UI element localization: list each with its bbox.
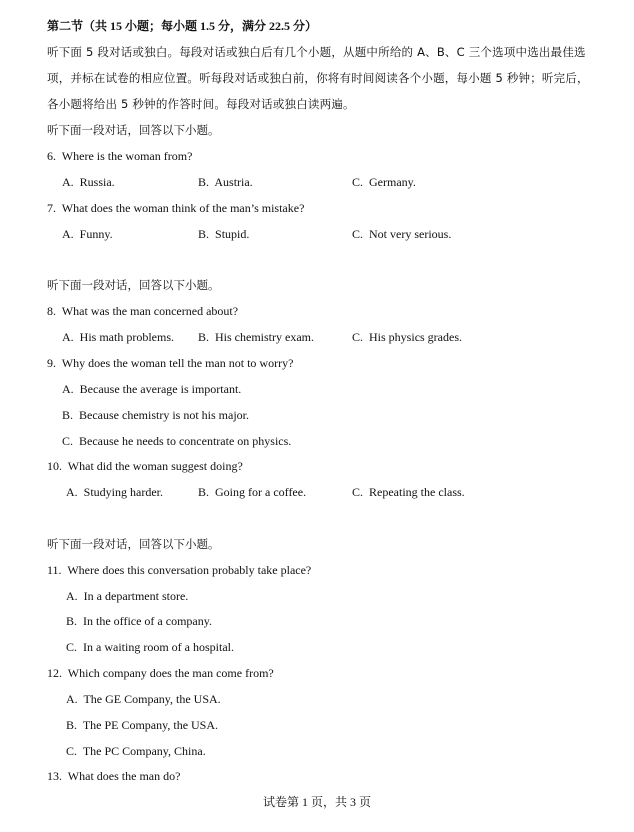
page-footer: 试卷第 1 页，共 3 页 bbox=[262, 795, 371, 809]
option-text: The PE Company, the USA. bbox=[82, 718, 219, 732]
option-7c bbox=[352, 227, 451, 241]
option-text: Because chemistry is not his major. bbox=[79, 408, 249, 422]
option-text: Because he needs to concentrate on physics. bbox=[79, 434, 292, 448]
option-10a bbox=[66, 485, 163, 499]
question-13 bbox=[47, 769, 180, 783]
option-text: Going for a coffee. bbox=[215, 485, 307, 499]
group-intro: 听下面一段对话，回答以下小题。 bbox=[47, 123, 220, 137]
question-number: 7. bbox=[47, 201, 56, 215]
option-9b bbox=[62, 408, 249, 422]
option-label: B. bbox=[66, 614, 78, 628]
question-number: 12. bbox=[47, 666, 62, 680]
option-label: C. bbox=[62, 434, 74, 448]
option-text: Stupid. bbox=[215, 227, 250, 241]
option-text: In a department store. bbox=[83, 589, 189, 603]
instructions-line-2: 项，并标在试卷的相应位置。听每段对话或独白前，你将有时间阅读各个小题，每小题 5 秒钟；听完后， bbox=[47, 71, 589, 85]
option-label: C. bbox=[352, 175, 364, 189]
option-text: Repeating the class. bbox=[369, 485, 465, 499]
question-8 bbox=[47, 304, 238, 318]
option-7b bbox=[198, 227, 249, 241]
option-label: A. bbox=[66, 589, 78, 603]
option-label: A. bbox=[62, 382, 74, 396]
option-text: Because the average is important. bbox=[79, 382, 242, 396]
question-number: 11. bbox=[47, 563, 62, 577]
question-6 bbox=[47, 149, 192, 163]
option-text: His physics grades. bbox=[369, 330, 463, 344]
option-label: B. bbox=[198, 227, 210, 241]
option-text: The PC Company, China. bbox=[82, 744, 206, 758]
group-intro: 听下面一段对话，回答以下小题。 bbox=[47, 537, 220, 551]
option-label: C. bbox=[66, 744, 78, 758]
option-11b bbox=[66, 614, 212, 628]
option-10c bbox=[352, 485, 465, 499]
question-number: 10. bbox=[47, 459, 62, 473]
question-text: Which company does the man come from? bbox=[67, 666, 274, 680]
option-text: Studying harder. bbox=[83, 485, 163, 499]
question-text: What does the man do? bbox=[67, 769, 181, 783]
question-text: What was the man concerned about? bbox=[61, 304, 239, 318]
option-6a bbox=[62, 175, 115, 189]
question-7 bbox=[47, 201, 304, 215]
option-label: A. bbox=[66, 485, 78, 499]
option-label: B. bbox=[66, 718, 78, 732]
option-text: His chemistry exam. bbox=[215, 330, 314, 344]
question-number: 8. bbox=[47, 304, 56, 318]
question-text: What does the woman think of the man’s mistake? bbox=[61, 201, 305, 215]
instructions-line-3: 各小题将给出 5 秒钟的作答时间。每段对话或独白读两遍。 bbox=[47, 97, 355, 111]
option-11c bbox=[66, 640, 234, 654]
option-text: The GE Company, the USA. bbox=[83, 692, 221, 706]
question-9 bbox=[47, 356, 293, 370]
option-7a bbox=[62, 227, 113, 241]
question-11 bbox=[47, 563, 311, 577]
question-number: 13. bbox=[47, 769, 62, 783]
option-text: In a waiting room of a hospital. bbox=[83, 640, 234, 654]
option-text: Germany. bbox=[369, 175, 416, 189]
question-text: Where does this conversation probably take place? bbox=[67, 563, 312, 577]
option-6b bbox=[198, 175, 253, 189]
instructions-line-1: 听下面 5 段对话或独白。每段对话或独白后有几个小题，从题中所给的 A、B、C 三个选项中选出最佳选 bbox=[47, 45, 586, 59]
group-intro: 听下面一段对话，回答以下小题。 bbox=[47, 278, 220, 292]
question-text: What did the woman suggest doing? bbox=[67, 459, 243, 473]
option-6c bbox=[352, 175, 416, 189]
question-12 bbox=[47, 666, 274, 680]
option-label: B. bbox=[198, 330, 210, 344]
option-text: Austria. bbox=[214, 175, 253, 189]
option-label: C. bbox=[66, 640, 78, 654]
option-10b bbox=[198, 485, 306, 499]
question-text: Why does the woman tell the man not to worry? bbox=[61, 356, 294, 370]
question-number: 9. bbox=[47, 356, 56, 370]
option-text: Russia. bbox=[79, 175, 115, 189]
option-text: Funny. bbox=[79, 227, 113, 241]
option-label: C. bbox=[352, 330, 364, 344]
option-label: A. bbox=[62, 227, 74, 241]
option-8a bbox=[62, 330, 174, 344]
option-text: Not very serious. bbox=[369, 227, 452, 241]
option-label: C. bbox=[352, 227, 364, 241]
option-9c bbox=[62, 434, 291, 448]
option-12b bbox=[66, 718, 218, 732]
option-label: A. bbox=[66, 692, 78, 706]
option-label: B. bbox=[198, 485, 210, 499]
option-12a bbox=[66, 692, 221, 706]
option-12c bbox=[66, 744, 206, 758]
option-label: B. bbox=[198, 175, 210, 189]
option-label: A. bbox=[62, 175, 74, 189]
option-text: In the office of a company. bbox=[83, 614, 212, 628]
option-label: B. bbox=[62, 408, 74, 422]
question-text: Where is the woman from? bbox=[61, 149, 193, 163]
section-heading: 第二节（共 15 小题；每小题 1.5 分，满分 22.5 分） bbox=[47, 19, 318, 33]
option-label: C. bbox=[352, 485, 364, 499]
question-number: 6. bbox=[47, 149, 56, 163]
option-label: A. bbox=[62, 330, 74, 344]
option-9a bbox=[62, 382, 241, 396]
option-8b bbox=[198, 330, 314, 344]
option-8c bbox=[352, 330, 462, 344]
option-11a bbox=[66, 589, 188, 603]
question-10 bbox=[47, 459, 243, 473]
option-text: His math problems. bbox=[79, 330, 174, 344]
